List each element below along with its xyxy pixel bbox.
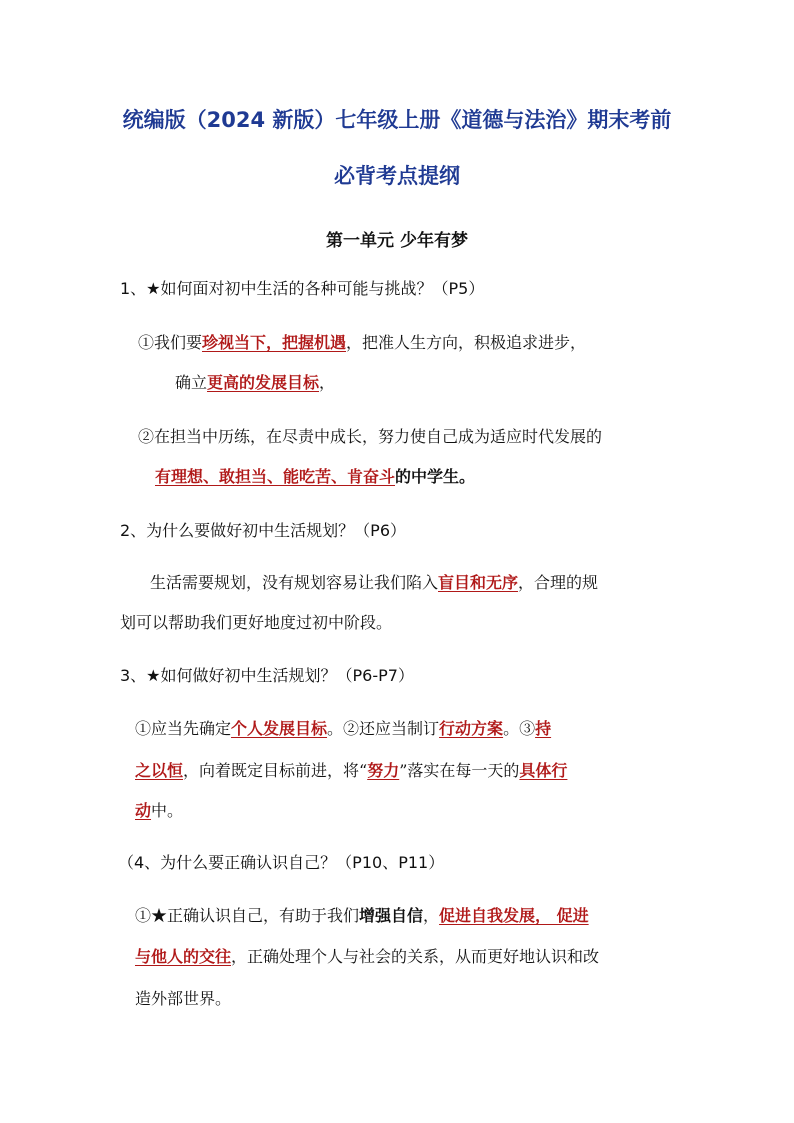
q3-answer-line1 (135, 718, 551, 740)
text: 。②还应当制订 (327, 719, 440, 738)
q1-answer-2-line1: ②在担当中历练，在尽责中成长，努力使自己成为适应时代发展的 (138, 427, 603, 446)
q3-answer-line3 (135, 800, 183, 822)
key-point: 行动方案 (439, 719, 504, 738)
text: 中。 (151, 801, 184, 820)
text: ，向着既定目标前进，将“ (183, 761, 368, 780)
text: ，把准人生方向，积极追求进步， (346, 333, 587, 352)
q2-answer-line1 (150, 572, 598, 594)
q3-answer-line2 (135, 760, 567, 782)
text: ，正确处理个人与社会的关系，从而更好地认识和改 (231, 947, 600, 966)
question-4: （4、为什么要正确认识自己？（P10、P11） (118, 853, 445, 872)
key-point: 与他人的交往 (135, 947, 232, 966)
key-point: 盲目和无序 (438, 573, 519, 592)
key-point: 有理想、敢担当、能吃苦、肯奋斗 (155, 467, 396, 486)
key-point: 动 (135, 801, 152, 820)
q1-answer-2-line2 (155, 466, 475, 488)
key-point: 之以恒 (135, 761, 184, 780)
emphasis: 增强自信 (359, 906, 424, 925)
text: ， (319, 373, 336, 392)
q2-answer-line2: 划可以帮助我们更好地度过初中阶段。 (120, 613, 393, 632)
question-3: 3、★如何做好初中生活规划？（P6-P7） (120, 666, 414, 685)
q4-answer-line3: 造外部世界。 (135, 989, 232, 1008)
unit-heading: 第一单元 少年有梦 (326, 231, 468, 251)
key-point: 个人发展目标 (231, 719, 328, 738)
key-point: 努力 (367, 761, 400, 780)
document-title-line2: 必背考点提纲 (334, 164, 460, 188)
key-point: 更高的发展目标 (207, 373, 320, 392)
q4-answer-line1 (135, 905, 589, 927)
text: ①我们要 (138, 333, 203, 352)
text: 确立 (175, 373, 208, 392)
question-1: 1、★如何面对初中生活的各种可能与挑战？（P5） (120, 279, 485, 298)
text: 生活需要规划，没有规划容易让我们陷入 (150, 573, 439, 592)
text: ， (423, 906, 440, 925)
question-2: 2、为什么要做好初中生活规划？（P6） (120, 521, 407, 540)
document-title-line1: 统编版（2024 新版）七年级上册《道德与法治》期末考前 (122, 108, 672, 132)
q1-answer-1-line1 (138, 332, 586, 354)
text: ①★正确认识自己，有助于我们 (135, 906, 360, 925)
key-point: 促进自我发展， 促进 (439, 906, 589, 925)
text: 。③ (503, 719, 536, 738)
key-point: 珍视当下，把握机遇 (202, 333, 347, 352)
text: ”落实在每一天的 (399, 761, 520, 780)
q1-answer-1-line2 (175, 372, 335, 394)
text: ①应当先确定 (135, 719, 232, 738)
q4-answer-line2 (135, 946, 599, 968)
key-point: 具体行 (519, 761, 568, 780)
key-point: 持 (535, 719, 552, 738)
text: 的中学生。 (395, 467, 476, 486)
text: ，合理的规 (518, 573, 599, 592)
